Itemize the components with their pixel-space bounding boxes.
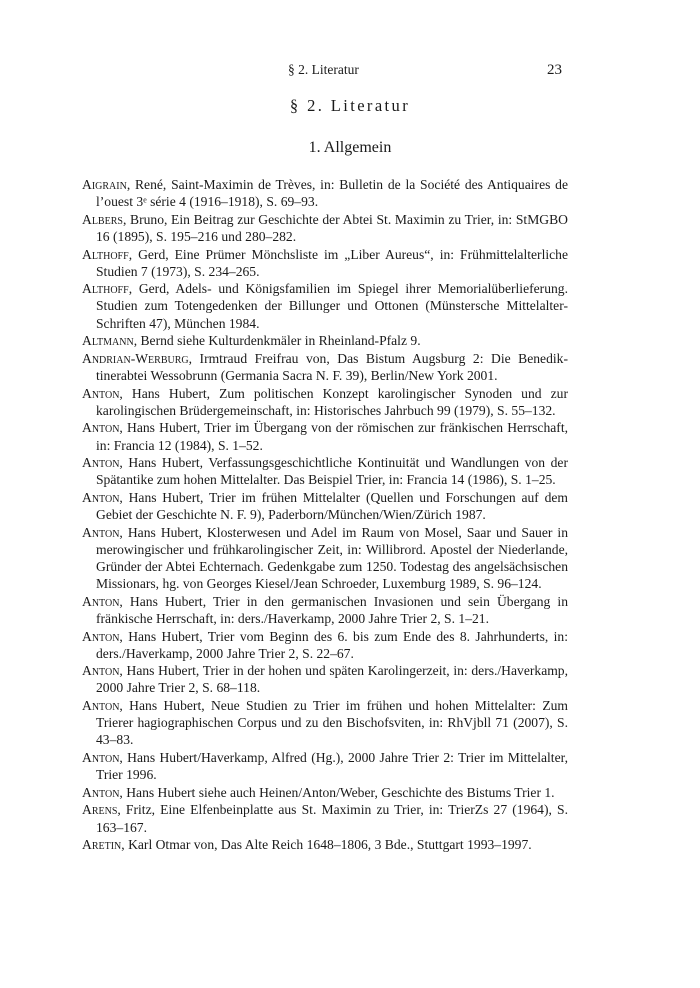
entry-author: Altmann	[82, 333, 134, 349]
entry-text: , Hans Hubert siehe auch Heinen/Anton/Weber, Geschichte des Bistums Trier 1.	[119, 784, 555, 800]
bibliography-entry	[82, 749, 568, 783]
entry-author: Anton	[82, 385, 120, 401]
entry-author: Althoff	[82, 246, 129, 262]
bibliography-entry	[82, 280, 568, 331]
bibliography-entry	[82, 836, 568, 853]
bibliography-entry	[82, 662, 568, 696]
bibliography-list	[82, 176, 568, 854]
entry-author: Anton	[82, 628, 120, 644]
entry-author: Anton	[82, 698, 120, 714]
entry-text: , Hans Hubert, Neue Studien zu Trier im frühen und hohen Mittelalter: Zum Trierer hagiographischen Corpus und zu den Bischofsviten, in: RhVjbll 71 (2007), S. 43–83.	[96, 698, 568, 748]
entry-author: Anton	[82, 420, 120, 436]
bibliography-entry	[82, 385, 568, 419]
bibliography-entry	[82, 246, 568, 280]
entry-author: Anton	[82, 455, 120, 471]
bibliography-entry	[82, 454, 568, 488]
entry-text: , Bruno, Ein Beitrag zur Geschichte der Abtei St. Maximin zu Trier, in: StMGBO 16 (1895), S. 195–216 und 280–282.	[96, 211, 568, 244]
entry-author: Anton	[82, 593, 120, 609]
bibliography-entry	[82, 524, 568, 592]
bibliography-entry	[82, 176, 568, 210]
entry-text: , Fritz, Eine Elfenbeinplatte aus St. Maximin zu Trier, in: TrierZs 27 (1964), S. 163–167.	[96, 802, 568, 835]
entry-text: , Hans Hubert, Klosterwesen und Adel im Raum von Mosel, Saar und Sauer in merowingischer und frühkarolingischer Zeit, in: Willibrord. Apostel der Niederlande, Gründer der Abtei Echternach. Gedenkgabe zum 1250. Todestag des angelsächsischen Missionars, hg. von Georges Kiesel/Jean Schroeder, Luxemburg 1989, S. 96–124.	[96, 524, 568, 592]
bibliography-entry	[82, 332, 568, 349]
entry-author: Anton	[82, 784, 120, 800]
entry-text: , Hans Hubert, Zum politischen Konzept karolingischer Synoden und zur karolingischen Brüdergemeinschaft, in: Historisches Jahrbuch 99 (1979), S. 55–132.	[96, 385, 568, 418]
bibliography-entry	[82, 784, 568, 801]
entry-text: , Gerd, Adels- und Königsfamilien im Spiegel ihrer Memorialüberlieferung. Studien zum Totengedenken der Billunger und Ottonen (Münstersche Mittelalter-Schriften 47), München 1984.	[96, 281, 568, 331]
entry-text: , Irmtraud Freifrau von, Das Bistum Augsburg 2: Die Benediktinerabtei Wessobrunn (Germania Sacra N. F. 39), Berlin/New York 2001.	[96, 350, 568, 383]
entry-text: , Bernd siehe Kulturdenkmäler in Rheinland-Pfalz 9.	[133, 333, 421, 349]
section-title: § 2. Literatur	[289, 96, 411, 115]
page-number: 23	[547, 62, 562, 78]
entry-text: , Hans Hubert, Trier im Übergang von der römischen zur fränkischen Herrschaft, in: Francia 12 (1984), S. 1–52.	[96, 420, 568, 453]
bibliography-entry	[82, 628, 568, 662]
entry-author: Andrian-Werburg	[82, 350, 189, 366]
subsection-title: 1. Allgemein	[308, 139, 392, 156]
bibliography-entry	[82, 211, 568, 245]
entry-author: Aigrain	[82, 177, 127, 192]
entry-text: , Gerd, Eine Prümer Mönchsliste im „Liber Aureus“, in: Frühmittelalterliche Studien 7 (1973), S. 234–265.	[96, 246, 568, 279]
entry-author: Albers	[82, 211, 123, 227]
bibliography-entry	[82, 697, 568, 748]
entry-text: , Hans Hubert/Haverkamp, Alfred (Hg.), 2000 Jahre Trier 2: Trier im Mittelalter, Trier 1996.	[96, 750, 568, 783]
bibliography-entry	[82, 593, 568, 627]
entry-text: , Hans Hubert, Verfassungsgeschichtliche Kontinuität und Wandlungen von der Spätantike zum hohen Mittelalter. Das Beispiel Trier, in: Francia 14 (1986), S. 1–25.	[96, 455, 568, 488]
entry-author: Anton	[82, 490, 120, 506]
entry-author: Aretin	[82, 837, 122, 853]
entry-text: , Hans Hubert, Trier vom Beginn des 6. bis zum Ende des 8. Jahrhunderts, in: ders./Haverkamp, 2000 Jahre Trier 2, S. 22–67.	[96, 628, 568, 661]
bibliography-entry	[82, 419, 568, 453]
bibliography-entry	[82, 801, 568, 835]
entry-author: Arens	[82, 802, 118, 818]
entry-text: , Hans Hubert, Trier im frühen Mittelalter (Quellen und Forschungen auf dem Gebiet der Geschichte N. F. 9), Paderborn/München/Wien/Zürich 1987.	[96, 490, 568, 523]
entry-text: , René, Saint-Maximin de Trèves, in: Bulletin de la Société des Antiquaires de l’ouest 3ᵉ série 4 (1916–1918), S. 69–93.	[96, 177, 568, 210]
entry-author: Anton	[82, 750, 120, 765]
running-head-title: § 2. Literatur	[288, 62, 359, 77]
entry-author: Anton	[82, 663, 120, 679]
entry-text: , Hans Hubert, Trier in den germanischen Invasionen und sein Übergang in fränkische Herrschaft, in: ders./Haverkamp, 2000 Jahre Trier 2, S. 1–21.	[96, 593, 568, 626]
entry-author: Althoff	[82, 281, 129, 297]
entry-text: , Hans Hubert, Trier in der hohen und späten Karolingerzeit, in: ders./Haverkamp, 2000 Jahre Trier 2, S. 68–118.	[96, 663, 568, 696]
bibliography-entry	[82, 350, 568, 384]
entry-author: Anton	[82, 524, 120, 540]
entry-text: , Karl Otmar von, Das Alte Reich 1648–1806, 3 Bde., Stuttgart 1993–1997.	[121, 837, 532, 853]
bibliography-entry	[82, 489, 568, 523]
